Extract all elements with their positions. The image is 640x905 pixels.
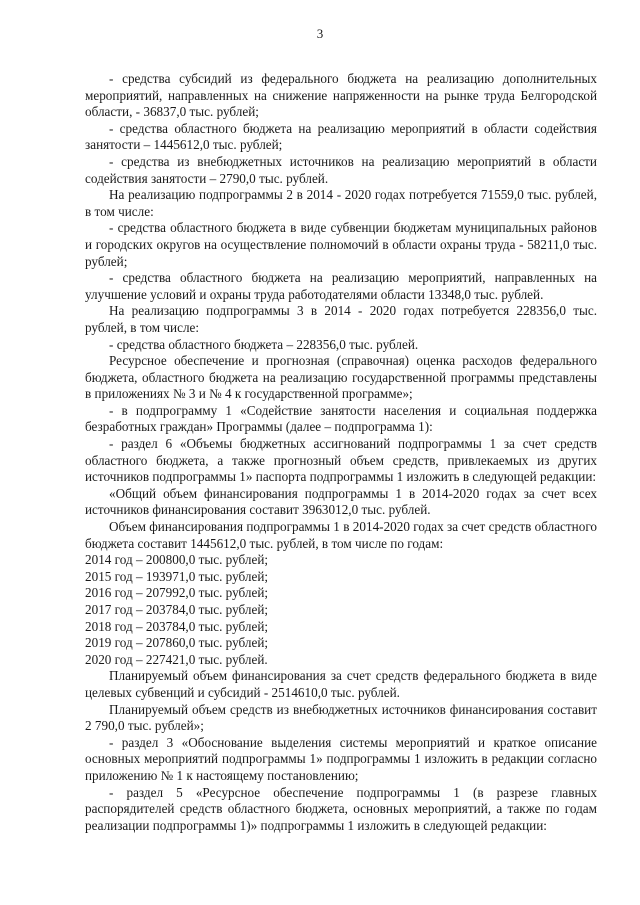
year-line: 2016 год – 207992,0 тыс. рублей; xyxy=(85,585,269,601)
year-line: 2018 год – 203784,0 тыс. рублей; xyxy=(85,618,269,634)
year-line: 2017 год – 203784,0 тыс. рублей; xyxy=(85,602,269,617)
page-number: 3 xyxy=(316,26,324,41)
paragraph: - средства областного бюджета в виде субвенции бюджетам муниципальных районов и городских округов на осуществление полномочий в области охраны труда - 58211,0 тыс. рублей; xyxy=(85,220,597,269)
paragraph: - средства областного бюджета – 228356,0 тыс. рублей. xyxy=(109,336,419,352)
paragraph: На реализацию подпрограммы 2 в 2014 - 2020 годах потребуется 71559,0 тыс. рублей, в том числе: xyxy=(85,187,597,219)
document-body xyxy=(85,71,597,834)
paragraph: - в подпрограмму 1 «Содействие занятости населения и социальная поддержка безработных граждан» Программы (далее – подпрограмма 1): xyxy=(85,402,597,435)
paragraph: «Общий объем финансирования подпрограммы 1 в 2014-2020 годах за счет всех источников финансирования составит 3963012,0 тыс. рублей. xyxy=(85,485,597,518)
year-line: 2019 год – 207860,0 тыс. рублей; xyxy=(85,635,269,651)
paragraph: Планируемый объем финансирования за счет средств федерального бюджета в виде целевых субвенций и субсидий - 2514610,0 тыс. рублей. xyxy=(85,668,597,700)
paragraph: - средства субсидий из федерального бюджета на реализацию дополнительных мероприятий, направленных на снижение напряженности на рынке труда Белгородской области, - 36837,0 тыс. рублей; xyxy=(85,71,597,120)
paragraph: - средства областного бюджета на реализацию мероприятий, направленных на улучшение условий и охраны труда работодателями области 13348,0 тыс. рублей. xyxy=(85,270,597,302)
paragraph: Объем финансирования подпрограммы 1 в 2014-2020 годах за счет средств областного бюджета составит 1445612,0 тыс. рублей, в том числе по годам: xyxy=(85,519,597,551)
paragraph: - средства из внебюджетных источников на реализацию мероприятий в области содействия занятости – 2790,0 тыс. рублей. xyxy=(85,153,597,186)
year-line: 2014 год – 200800,0 тыс. рублей; xyxy=(85,552,269,568)
year-line: 2015 год – 193971,0 тыс. рублей; xyxy=(85,568,269,584)
paragraph: - раздел 5 «Ресурсное обеспечение подпрограммы 1 (в разрезе главных распорядителей средств областного бюджета, основных мероприятий, а также по годам реализации подпрограммы 1)» подпрограммы 1 изложить в следующей редакции: xyxy=(85,784,597,833)
paragraph: - раздел 3 «Обоснование выделения системы мероприятий и краткое описание основных мероприятий подпрограммы 1» подпрограммы 1 изложить в редакции согласно приложению № 1 к настоящему постановлению; xyxy=(85,734,597,783)
paragraph: Планируемый объем средств из внебюджетных источников финансирования составит 2 790,0 тыс. рублей»; xyxy=(85,701,597,734)
paragraph: Ресурсное обеспечение и прогнозная (справочная) оценка расходов федерального бюджета, областного бюджета на реализацию государственной программы представлены в приложениях № 3 и № 4 к государственной программе»; xyxy=(85,353,597,402)
paragraph: - раздел 6 «Объемы бюджетных ассигнований подпрограммы 1 за счет средств областного бюджета, а также прогнозный объем средств, привлекаемых из других источников подпрограммы 1» паспорта подпрограммы 1 изложить в следующей редакции: xyxy=(85,436,597,485)
paragraph: - средства областного бюджета на реализацию мероприятий в области содействия занятости – 1445612,0 тыс. рублей; xyxy=(85,120,597,153)
year-line: 2020 год – 227421,0 тыс. рублей. xyxy=(85,651,268,667)
paragraph: На реализацию подпрограммы 3 в 2014 - 2020 годах потребуется 228356,0 тыс. рублей, в том числе: xyxy=(85,303,597,335)
